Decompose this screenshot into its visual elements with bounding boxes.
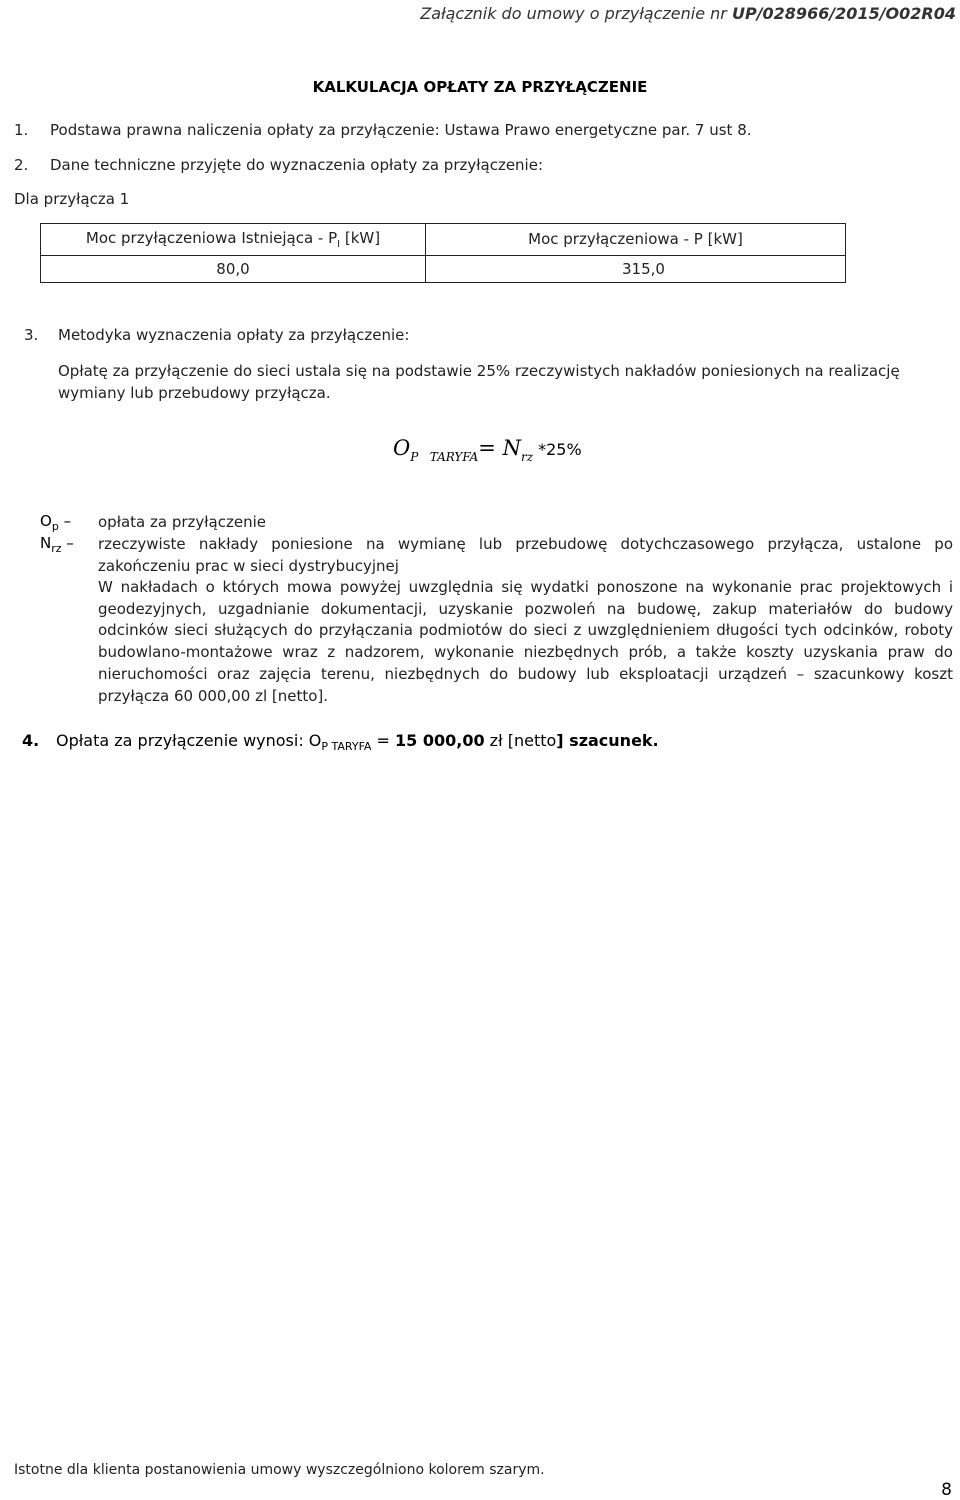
item-3 — [24, 326, 409, 344]
existing-power-value: 80,0 — [41, 255, 426, 282]
connection-power-value: 315,0 — [426, 255, 846, 282]
connection-subheading: Dla przyłącza 1 — [14, 190, 130, 208]
item-2 — [14, 156, 543, 174]
op-symbol: $O_p$ – — [40, 512, 72, 533]
footer-note: Istotne dla klienta postanowienia umowy wyszczególniono kolorem szarym. — [14, 1462, 545, 1478]
item-4-number: 4. — [22, 731, 40, 750]
op-definition: opłata za przyłączenie — [98, 513, 266, 531]
document-title: KALKULACJA OPŁATY ZA PRZYŁĄCZENIE — [312, 78, 648, 96]
nrz-definition: rzeczywiste nakłady poniesione na wymianę lub przebudowę dotychczasowego przyłącza, ustalone po zakończeniu prac w sieci dystrybucyjnej — [98, 535, 953, 575]
existing-power-header: Moc przyłączeniowa Istniejąca - $P_I$ [kW] — [41, 224, 426, 256]
item-3-text: Metodyka wyznaczenia opłaty za przyłączenie: — [58, 326, 410, 344]
item-2-number: 2. — [14, 156, 29, 174]
power-table-header-row — [41, 224, 846, 256]
item-1 — [14, 121, 752, 139]
agreement-number: UP/028966/2015/O02R04 — [731, 4, 956, 23]
method-paragraph: Opłatę za przyłączenie do sieci ustala się na podstawie 25% rzeczywistych nakładów poniesionych na realizację wymiany lub przebudowy przyłącza. — [58, 362, 900, 402]
item-1-number: 1. — [14, 121, 29, 139]
power-table-value-row — [41, 255, 846, 282]
nrz-symbol: $N_{rz}$ – — [40, 534, 74, 555]
item-1-text: Podstawa prawna naliczenia opłaty za przyłączenie: Ustawa Prawo energetyczne par. 7 ust 8. — [50, 121, 752, 139]
header-prefix: Załącznik do umowy o przyłączenie nr — [420, 4, 732, 23]
item-2-text: Dane techniczne przyjęte do wyznaczenia opłaty za przyłączenie: — [50, 156, 544, 174]
fee-formula: $O_{P TARYFA}= N_{rz}$ *25% — [393, 436, 582, 464]
item-4: 4. Opłata za przyłączenie wynosi: $O_{P TARYFA} = 15$ 000,00 zł [netto] szacunek. — [22, 731, 659, 754]
connection-power-header: Moc przyłączeniowa - P [kW] — [426, 224, 846, 256]
existing-power-sub: I — [337, 238, 341, 250]
fee-amount: 15 000,00 — [395, 731, 485, 750]
item-3-number: 3. — [24, 326, 39, 344]
page-header — [420, 4, 956, 23]
nrz-detail: W nakładach o których mowa powyżej uwzględnia się wydatki ponoszone na wykonanie prac projektowych i geodezyjnych, uzgadnianie dokumentacji, uzyskanie pozwoleń na budowę, zakup materiałów do budowy odcinków sieci służących do przyłączania podmiotów do sieci z uwzględnieniem długości tych odcinków, roboty budowlano-montażowe wraz z nadzorem, wykonanie niezbędnych prób, a także koszty uzyskania praw do nieruchomości oraz zajęcia terenu, niezbędnych do budowy lub eksploatacji urządzeń – szacunkowy koszt przyłącza 60 000,00 zl [netto]. — [98, 578, 953, 705]
page-number: 8 — [941, 1480, 952, 1500]
power-table — [40, 223, 846, 283]
